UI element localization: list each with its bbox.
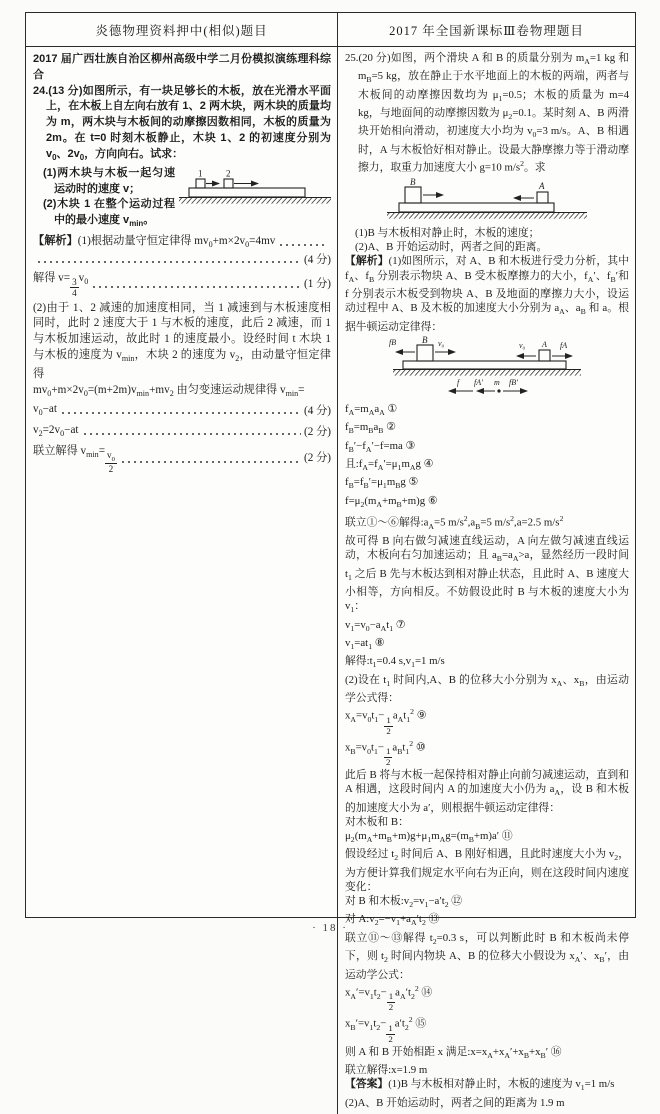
velocity-A-label: v₀ — [519, 340, 526, 350]
block-A-label: A — [539, 180, 545, 191]
ground-hatch — [179, 197, 331, 203]
dotted-leader — [120, 444, 301, 475]
problem-24-figure — [179, 167, 331, 207]
question-2: (2)木块 1 在整个运动过程中的最小速度 $v_{min}$。 — [43, 198, 175, 229]
solution-text: $v_2=2v_0-at$ — [33, 423, 79, 439]
question-figure-wrap — [33, 166, 331, 232]
score-badge: (2 分) — [303, 452, 331, 465]
solution-reasoning-2: 此后 B 将与木板一起保持相对静止向前匀减速运动，直到和 A 相遇，这段时间内 A 的加速度大小仍为 $a_A$，设 B 和木板的加速度大小为 a′，则根据牛顿运动定律得： — [345, 769, 629, 814]
friction-fA-label: fA — [560, 340, 568, 350]
block-B — [417, 345, 433, 361]
friction-fB-label: fB — [389, 337, 397, 347]
question-1: (1)B 与木板相对静止时，木板的速度； — [355, 227, 540, 239]
equation-15: $x_B'=v_1t_2-$ $\frac{1}{2}$ $a't_2^2$ ⑮ — [345, 1015, 427, 1044]
solution-line — [33, 402, 331, 421]
equation-8: $v_1=at_1$ ⑧ — [345, 636, 385, 652]
page-number: · 18 · — [312, 922, 348, 934]
dotted-leader — [91, 271, 301, 299]
table-body-row — [26, 47, 635, 1114]
equation-9: $x_A=v_0t_1-$ $\frac{1}{2}$ $a_At_1^2$ ⑨ — [345, 707, 427, 736]
question-1: (1)两木块与木板一起匀速运动时的速度 v； — [43, 166, 175, 195]
dotted-leader — [36, 253, 301, 269]
table-header-row — [26, 13, 635, 47]
equation-14: $x_A'=v_1t_2-$ $\frac{1}{2}$ $a_A't_2^2$ ⑭ — [345, 983, 433, 1013]
friction-fB-prime-label: fB′ — [509, 377, 518, 387]
solution-paragraph: 【解析】(1)如图所示，对 A、B 和木板进行受力分析，其中 $f_A$、$f_B$ 分别表示物块 A、B 受木板摩擦力的大小，$f_A'$、$f_B'$和 f 分别表示木板受到物块 A、B 及地面的摩擦力大小，设运动过程中 A、B 及木板的加速度大小分别为 $a_A$、$a_B$ 和 a。根据牛顿运动定律得： — [345, 255, 630, 333]
dotted-leader — [60, 402, 301, 421]
header-right-title: 2017 年全国新课标Ⅲ卷物理题目 — [389, 23, 584, 38]
force-diagram-wrap — [345, 335, 629, 401]
problem-24-stem: 24.(13 分)如图所示，有一块足够长的木板，放在光滑水平面上，在木板上自左向右放有 1、2 两木块，两木块的质量均为 m，两木块与木板间的动摩擦因数相同，木板的质量为 2m。在 t=0 时刻木板静止，木块 1、2 的初速度分别为 $v_0$、$2v_0$，方向向右。试求： — [33, 84, 331, 162]
force-diagram-figure — [381, 335, 593, 397]
solution-line — [33, 444, 331, 475]
score-badge: (1 分) — [303, 277, 331, 290]
problem-25-figure — [387, 176, 587, 221]
part-2-setup: (2)设在 $t_1$ 时间内,A、B 的位移大小分别为 $x_A$、$x_B$，由运动学公式得： — [345, 673, 630, 704]
solution-reasoning-3: 联立⑪～⑬解得 $t_2=0.3$ s，可以判断此时 B 和木板尚未停下，则 $t_2$ 时间内物块 A、B 的位移大小假设为 $x_A'$、$x_B'$，由运动学公式： — [345, 931, 630, 981]
solution-result-2: 解得$:t_1=0.4$ $s,v_1=1$ m/s — [345, 655, 445, 670]
solution-equation: $mv_0+m\times 2v_0=(m+2m)v_{min}+mv_2$ 由匀变速运动规律得 $v_{min}=$ — [33, 383, 305, 399]
velocity-B-label: v₀ — [438, 338, 445, 348]
header-left-title: 炎德物理资料押中(相似)题目 — [26, 13, 338, 46]
equation-1: $f_A=m_Aa_A$ ① — [345, 402, 398, 418]
solution-result-x: 联立解得:x=1.9 m — [345, 1063, 428, 1076]
plank — [399, 203, 554, 212]
score-badge: (4 分) — [303, 254, 331, 267]
block-A — [537, 192, 548, 203]
answer-1: 【答案】(1)B 与木板相对静止时，木板的速度为 $v_1=1$ m/s — [345, 1078, 615, 1093]
block-2 — [224, 179, 233, 188]
solution-text: $v_0-at$ — [33, 402, 58, 418]
solution-text: 联立解得 $v_{min}=$ $\frac{v_0}{2}$ — [33, 444, 115, 475]
plank — [189, 188, 305, 197]
column-exam-problem — [338, 47, 635, 1114]
plank — [403, 361, 566, 369]
assumption-paragraph: 假设经过 $t_2$ 时间后 A、B 刚好相遇，且此时速度大小为 $v_2$，为方便计算我们规定水平向右为正向，则在这段时间内速度变化： — [345, 848, 630, 893]
equation-3: $f_B'-f_A'-f=ma$ ③ — [345, 439, 416, 454]
equation-12: 对 B 和木板$:v_2=v_1-a't_2$ ⑫ — [345, 895, 463, 910]
ground-hatch — [393, 369, 581, 375]
block-1 — [196, 179, 205, 188]
solution-line — [33, 253, 331, 269]
plank-mass-label: m — [494, 377, 500, 387]
friction-fA-prime-label: fA′ — [474, 377, 483, 387]
block-B-label: B — [410, 176, 416, 187]
solution-line — [33, 234, 331, 253]
solution-line — [33, 271, 331, 299]
equation-10: $x_B=v_0t_1-$ $\frac{1}{2}$ $a_Bt_1^2$ ⑩ — [345, 738, 426, 768]
problem-25-figure-wrap — [345, 176, 629, 225]
dotted-leader — [278, 234, 328, 253]
score-badge: (2 分) — [303, 425, 331, 438]
column-similar-problem — [26, 47, 338, 1114]
center-dot — [497, 389, 500, 392]
answer-2: (2)A、B 开始运动时，两者之间的距离为 1.9 m — [345, 1096, 565, 1109]
dotted-leader — [82, 423, 301, 442]
equation-13: 对 $A:v_2=-v_1+a_A't_2$ ⑬ — [345, 913, 440, 928]
equation-6: $f=\mu_2(m_A+m_B+m)g$ ⑥ — [345, 494, 438, 509]
problem-25-stem: 25.(20 分)如图，两个滑块 A 和 B 的质量分别为 $m_A=1$ kg 和 $m_B=5$ kg，放在静止于水平地面上的木板的两端，两者与木板间的动摩擦因数均为 $\mu_1=0.5$；木板的质量为 m=4 kg，与地面间的动摩擦因数为 $\mu_2=0.1$。某时刻 A、B 两滑块开始相向滑动，初速度大小均为 $v_0=3$ m/s。A、B 相遇时，A 与木板恰好相对静止。设最大静摩擦力等于滑动摩擦力，取重力加速度大小 g=10 $m/s^2$。求 — [345, 52, 629, 174]
document-table — [25, 12, 636, 1109]
block-1-label: 1 — [198, 168, 203, 179]
equation-5: $f_B=f_B'=\mu_1m_Bg$ ⑤ — [345, 476, 419, 491]
block-B — [405, 187, 421, 203]
solution-result-1: 联立①～⑥解得$:a_A=5$ $m/s^2,a_B=5$ $m/s^2,a=2.5$ $m/s^2$ — [345, 514, 564, 531]
source-title: 2017 届广西壮族自治区柳州高级中学二月份模拟演练理科综合 — [33, 53, 331, 81]
equation-16: 则 A 和 B 开始相距 x 满足$:x=x_A+x_A'+x_B+x_B'$ ⑯ — [345, 1045, 562, 1060]
equation-7: $v_1=v_0-a_At_1$ ⑦ — [345, 618, 406, 633]
block-A-label: A — [542, 339, 547, 349]
block-2-label: 2 — [226, 168, 231, 179]
equation-2: $f_B=m_Ba_B$ ② — [345, 421, 396, 436]
question-2: (2)A、B 开始运动时，两者之间的距离。 — [355, 241, 548, 254]
score-badge: (4 分) — [303, 404, 331, 417]
block-A — [539, 350, 550, 361]
solution-reasoning: 故可得 B 向右做匀减速直线运动，A 向左做匀减速直线运动，木板向右匀加速运动；且 $a_B=a_A>a$，显然经历一段时间 $t_1$ 之后 B 先与木板达到相对静止状态，且此时 A、B 速度大小相等，方向相反。不妨假设此时 B 与木板的速度大小为 $v_1$： — [345, 535, 629, 615]
solution-text: 解得 v= $\frac{3}{4}$ $v_0$ — [33, 271, 89, 299]
block-B-label: B — [422, 334, 428, 345]
equation-11: $\mu_2(m_A+m_B+m)g+\mu_1m_Ag=(m_B+m)a'$ ⑪ — [345, 829, 513, 845]
for-plank-and-B: 对木板和 B： — [345, 815, 409, 828]
solution-line — [33, 423, 331, 442]
ground-friction-label: f — [457, 377, 460, 387]
solution-text: 【解析】(1)根据动量守恒定律得 $mv_0+m\times 2v_0=4mv$ — [33, 235, 276, 250]
ground-hatch — [387, 212, 587, 218]
equation-4: 且$:f_A=f_A'=\mu_1m_Ag$ ④ — [345, 458, 434, 473]
solution-paragraph: (2)由于 1、2 减速的加速度相同，当 1 减速到与木板速度相同时，此时 2 速度大于 1 与木板的速度，此后 2 减速，而 1 与木板加速运动，故此时 1 的速度最小。设经时间 t 木块 1 与木板的速度为 $v_{min}$，木块 2 的速度为 $v_2$，由动量守恒定律得 — [33, 301, 331, 381]
